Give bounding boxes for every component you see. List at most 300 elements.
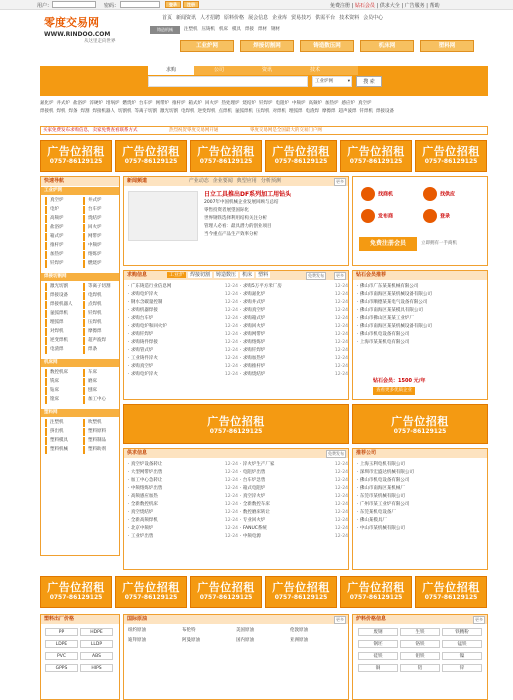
vip-company[interactable]	[357, 291, 487, 299]
news-item[interactable]: 管理人必看：最具潜力的创业项目	[204, 224, 272, 229]
nav-link[interactable]: 新闻资讯	[176, 15, 197, 21]
help-link[interactable]: 帮助	[429, 3, 440, 9]
purchase-row[interactable]	[240, 299, 348, 307]
purchase-row[interactable]	[128, 283, 238, 291]
sidebar-item[interactable]: 电焊机	[83, 292, 119, 300]
metal-item[interactable]: 钼铁	[400, 652, 440, 660]
sidebar-item[interactable]: 氩弧焊机	[45, 310, 81, 318]
purchase-tab[interactable]: 铸造数压	[216, 272, 237, 278]
bullet-icon: ·	[240, 292, 243, 297]
sidebar-item[interactable]: 钻床	[45, 387, 81, 395]
purchase-tab[interactable]: 塑料	[258, 272, 269, 278]
news-item[interactable]: 世界钢铁选择利用结构关注分析	[204, 216, 267, 221]
news-tab[interactable]: 分析预测	[260, 178, 281, 184]
nav-link[interactable]: 展会信息	[248, 15, 269, 21]
sidebar-item[interactable]: 磨床	[83, 378, 119, 386]
keyword-link[interactable]: 真空炉	[358, 101, 372, 106]
keyword-link[interactable]: 电渣焊	[305, 109, 319, 114]
login-button[interactable]: 登录	[165, 1, 181, 8]
oil-item[interactable]: 国内原油	[236, 638, 254, 643]
supply-row[interactable]	[240, 517, 348, 525]
purchase-row[interactable]	[240, 347, 348, 355]
keyword-link[interactable]: 点焊机	[218, 109, 232, 114]
recommend-company[interactable]	[357, 501, 487, 509]
keyword-link[interactable]: 钎焊炉	[259, 101, 273, 106]
sidebar-item[interactable]: 真空炉	[45, 197, 81, 205]
ad-banner[interactable]	[115, 576, 187, 608]
keyword-link[interactable]: 燃烧炉	[122, 101, 136, 106]
sidebar-item[interactable]: 焊接设备	[45, 292, 81, 300]
news-item[interactable]: 零售投资者展望国际化	[204, 208, 249, 213]
diamond-member-link[interactable]: 钻石会员	[354, 3, 375, 9]
sidebar-item[interactable]: 焊条	[83, 346, 119, 354]
supply-row-date: 12-24	[334, 470, 348, 475]
keyword-link[interactable]: 焊机	[56, 109, 66, 114]
member-shortcut[interactable]	[423, 187, 479, 205]
supply-row[interactable]	[240, 525, 348, 533]
oil-price-box	[123, 614, 349, 700]
oil-item[interactable]: 伦敦原油	[290, 628, 308, 633]
recommend-company[interactable]	[357, 525, 487, 533]
sidebar-item[interactable]: 压焊机	[83, 319, 119, 327]
purchase-row[interactable]	[128, 331, 238, 339]
subnav-link[interactable]: 钢材	[271, 27, 280, 32]
sidebar-item[interactable]: 塑料机械	[45, 446, 81, 454]
purchase-row[interactable]	[240, 371, 348, 379]
plastic-item[interactable]: PP	[45, 628, 78, 636]
channel-button[interactable]: 机床网	[360, 40, 414, 52]
purchase-row-date: 12-24	[224, 300, 238, 305]
sidebar-item[interactable]: 钎焊炉	[45, 260, 81, 268]
sidebar-item[interactable]: 焊接机器人	[45, 301, 81, 309]
member-shortcut[interactable]	[361, 209, 417, 227]
oil-item[interactable]: 美国原油	[236, 628, 254, 633]
keyword-link[interactable]: 盐浴炉	[73, 101, 87, 106]
keyword-link[interactable]: 等离子切割	[134, 109, 157, 114]
metal-item[interactable]: 锰铁	[442, 640, 482, 648]
ad-banner[interactable]	[40, 576, 112, 608]
supply-row-title: 全新高频焊机	[130, 518, 158, 523]
subnav-tag[interactable]: 铸造机械	[150, 26, 180, 34]
sidebar-item[interactable]: 镗床	[45, 396, 81, 404]
ad-banner-middle[interactable]	[123, 404, 349, 444]
purchase-row[interactable]	[240, 331, 348, 339]
metal-item[interactable]: 铬铁	[400, 640, 440, 648]
recommend-company[interactable]	[357, 485, 487, 493]
purchase-row[interactable]	[128, 355, 238, 363]
free-register-caption: 立即拥有一手商机	[421, 241, 457, 246]
supply-row[interactable]	[128, 501, 238, 509]
search-button[interactable]: 搜 索	[356, 76, 382, 87]
keyword-link[interactable]: 焊条	[68, 109, 78, 114]
purchase-row[interactable]	[128, 363, 238, 371]
supply-row[interactable]	[128, 461, 238, 469]
sidebar-item[interactable]: 车床	[83, 369, 119, 377]
purchase-row[interactable]	[240, 307, 348, 315]
plastic-item[interactable]: ABS	[80, 652, 113, 660]
sidebar-item[interactable]: 熔炼炉	[83, 251, 119, 259]
sidebar-item[interactable]: 逆变焊机	[45, 337, 81, 345]
supply-row[interactable]	[128, 533, 238, 541]
sidebar-item[interactable]: 塑料模具	[45, 437, 81, 445]
channel-button[interactable]: 工业炉网	[180, 40, 234, 52]
nav-link[interactable]: 会员中心	[363, 15, 384, 21]
vip-company[interactable]	[357, 331, 487, 339]
nav-link[interactable]: 供需平台	[315, 15, 336, 21]
supply-row[interactable]	[128, 485, 238, 493]
metal-item[interactable]: 生铁	[400, 628, 440, 636]
metal-item[interactable]: 铁精粉	[442, 628, 482, 636]
keyword-link[interactable]: 电阻炉	[275, 101, 289, 106]
sidebar-item[interactable]: 电渣焊	[45, 346, 81, 354]
ad-banner[interactable]	[265, 576, 337, 608]
keyword-link[interactable]: 氮化炉	[40, 101, 54, 106]
purchase-row-title: 求购熔炼炉	[242, 340, 266, 345]
recommend-company-title: 中山市某机械有限公司	[359, 526, 405, 531]
purchase-row[interactable]	[128, 291, 238, 299]
bullet-icon: ·	[357, 518, 360, 523]
purchase-row[interactable]	[240, 315, 348, 323]
purchase-row[interactable]	[128, 347, 238, 355]
supply-row[interactable]	[128, 493, 238, 501]
ad-banner[interactable]	[190, 576, 262, 608]
supply-row-title: 专业回火炉	[242, 518, 266, 523]
notice-text-2[interactable]: 热烈祝贺零度交易网开通	[168, 128, 219, 133]
sidebar-item[interactable]: 吹塑机	[83, 419, 119, 427]
supply-link[interactable]: 供求大全	[379, 3, 400, 9]
nav-link[interactable]: 人才招聘	[200, 15, 221, 21]
keyword-link[interactable]: 逆变焊机	[197, 109, 216, 114]
purchase-row[interactable]	[240, 339, 348, 347]
sidebar-group-title[interactable]: 机床网	[41, 359, 119, 367]
register-button[interactable]: 注册	[183, 1, 199, 8]
ad-banner[interactable]	[115, 140, 187, 172]
plastic-item[interactable]: HDPE	[80, 628, 113, 636]
keyword-line	[40, 108, 488, 116]
supply-row[interactable]	[240, 509, 348, 517]
notice-text-1[interactable]: 买家免费发布求购信息，卖家免费查看联系方式	[43, 128, 138, 133]
purchase-row-title: 求购钎焊炉	[130, 332, 154, 337]
purchase-row-title: 求购井式炉	[242, 300, 266, 305]
sidebar-item[interactable]: 数控机床	[45, 369, 81, 377]
ad-banner[interactable]	[265, 140, 337, 172]
oil-item[interactable]: 阿曼原油	[182, 638, 200, 643]
oil-item[interactable]: 亚洲原油	[290, 638, 308, 643]
supply-row[interactable]	[240, 469, 348, 477]
keyword-link[interactable]: 井式炉	[56, 101, 70, 106]
vip-company[interactable]	[357, 307, 487, 315]
plastic-item[interactable]: LLDP	[80, 640, 113, 648]
purchase-row-date: 12-24	[224, 372, 238, 377]
oil-item[interactable]: 布伦特	[182, 628, 196, 633]
vip-more-button[interactable]: 查看更多优质企业	[373, 387, 415, 395]
purchase-tab[interactable]: 工业炉	[169, 272, 185, 278]
member-shortcut[interactable]	[423, 209, 479, 227]
metal-more-button[interactable]: 更多	[475, 617, 483, 622]
search-tab[interactable]: 技术	[309, 67, 320, 73]
sidebar-item[interactable]: 箱式炉	[45, 233, 81, 241]
supply-row[interactable]	[128, 469, 238, 477]
subnav-link[interactable]: 模具	[232, 27, 241, 32]
bullet-icon: ·	[128, 526, 131, 531]
sidebar-item[interactable]: 推杆炉	[45, 242, 81, 250]
metal-item[interactable]: 钢坯	[358, 640, 398, 648]
keyword-link[interactable]: 激光切割	[160, 109, 178, 114]
sidebar-item[interactable]: 挤出机	[45, 428, 81, 436]
oil-item[interactable]: 迪拜原油	[128, 638, 146, 643]
channel-button[interactable]: 铸造数压网	[300, 40, 354, 52]
metal-item[interactable]: 镍	[442, 652, 482, 660]
supply-row[interactable]	[240, 533, 348, 541]
search-input[interactable]	[148, 76, 308, 87]
keyword-link[interactable]: 电焊机	[181, 109, 195, 114]
subnav-link[interactable]: 压铸机	[201, 27, 215, 32]
sidebar-item[interactable]: 电炉	[45, 206, 81, 214]
plastic-item[interactable]: LDPE	[45, 640, 78, 648]
keyword-link[interactable]: 推杆炉	[172, 101, 186, 106]
keyword-link[interactable]: 烧结炉	[242, 101, 256, 106]
ad-banner[interactable]	[340, 140, 412, 172]
purchase-tab[interactable]: 机床	[242, 272, 253, 278]
keyword-link[interactable]: 压焊机	[256, 109, 270, 114]
purchase-row[interactable]	[128, 315, 238, 323]
sidebar-item[interactable]: 井式炉	[83, 197, 119, 205]
notice-text-3[interactable]: 零度交易网是全国最大的交易门户网	[249, 128, 322, 133]
keyword-link[interactable]: 网带炉	[155, 101, 169, 106]
keyword-link[interactable]: 氩弧焊机	[235, 109, 253, 114]
purchase-row-title: 求购电炉和回火炉	[130, 324, 167, 329]
metal-item[interactable]: 锌	[442, 664, 482, 672]
news-more-button[interactable]: 更多	[336, 179, 344, 184]
keyword-link[interactable]: 对焊机	[272, 109, 286, 114]
vip-company[interactable]	[357, 339, 487, 347]
purchase-row[interactable]	[128, 307, 238, 315]
purchase-row[interactable]	[128, 339, 238, 347]
subnav-link[interactable]: 机床	[219, 27, 228, 32]
keyword-link[interactable]: 淬硬炉	[89, 101, 103, 106]
recommend-company[interactable]	[357, 477, 487, 485]
sidebar-item[interactable]: 台车炉	[83, 206, 119, 214]
vip-company[interactable]	[357, 283, 487, 291]
metal-item[interactable]: 废钢	[358, 628, 398, 636]
purchase-tab[interactable]: 焊接切割	[190, 272, 211, 278]
purchase-row[interactable]	[240, 323, 348, 331]
metal-item[interactable]: 硅铁	[358, 652, 398, 660]
ad-banner[interactable]	[190, 140, 262, 172]
sidebar-item[interactable]: 铣床	[45, 378, 81, 386]
sidebar-item[interactable]: 烧结炉	[83, 215, 119, 223]
ad-banner[interactable]	[415, 576, 487, 608]
nav-link[interactable]: 贸易技巧	[291, 15, 312, 21]
bullet-icon: ·	[128, 494, 131, 499]
nav-link[interactable]: 企业库	[272, 15, 288, 21]
recommend-company[interactable]	[357, 469, 487, 477]
subnav-link[interactable]: 焊材	[258, 27, 267, 32]
keyword-link[interactable]: 高频炉	[308, 101, 322, 106]
bullet-icon: ·	[240, 308, 243, 313]
member-shortcut[interactable]	[361, 187, 417, 205]
plastic-item[interactable]: HIPS	[80, 664, 113, 672]
search-tab[interactable]: 求购	[148, 66, 194, 75]
purchase-row[interactable]	[240, 283, 348, 291]
nav-link[interactable]: 首页	[162, 15, 173, 21]
ad-service-link[interactable]: 广告服务	[404, 3, 425, 9]
plastic-item[interactable]: PVC	[45, 652, 78, 660]
ad-banner[interactable]	[40, 140, 112, 172]
recommend-company[interactable]	[357, 517, 487, 525]
keyword-link[interactable]: 回火炉	[205, 101, 219, 106]
keyword-link[interactable]: 加热炉	[325, 101, 339, 106]
supply-row[interactable]	[240, 477, 348, 485]
sidebar-group-title[interactable]: 焊接切割网	[41, 273, 119, 281]
news-item[interactable]: 当今重点产品生产效率分析	[204, 232, 258, 237]
sidebar-group-title[interactable]: 工业炉网	[41, 187, 119, 195]
sidebar-item[interactable]: 钎焊机	[83, 310, 119, 318]
search-tab[interactable]: 资讯	[261, 67, 272, 73]
bullet-icon: ·	[240, 364, 243, 369]
supply-row[interactable]	[128, 509, 238, 517]
news-headline[interactable]: 日立工具推出DF系列加工用钻头	[204, 191, 292, 198]
sidebar-item[interactable]: 网带炉	[83, 233, 119, 241]
keyword-link[interactable]: 中频炉	[292, 101, 306, 106]
keyword-link[interactable]: 坩埚炉	[106, 101, 120, 106]
sidebar-item[interactable]: 回火炉	[83, 224, 119, 232]
metal-item[interactable]: 铜	[358, 664, 398, 672]
purchase-row-title: 求购钎焊炉	[242, 348, 266, 353]
keyword-link[interactable]: 钎焊机	[359, 109, 373, 114]
free-register-banner[interactable]: 免费注册会员	[359, 237, 417, 251]
search-area	[40, 66, 488, 96]
sidebar-group-title[interactable]: 塑料网	[41, 409, 119, 417]
supply-row[interactable]	[128, 525, 238, 533]
purchase-row-title: 求购真空炉	[130, 364, 154, 369]
channel-button[interactable]: 焊接切割网	[240, 40, 294, 52]
purchase-row[interactable]	[128, 299, 238, 307]
purchase-row[interactable]	[240, 291, 348, 299]
sidebar-item[interactable]: 加工中心	[83, 396, 119, 404]
supply-row[interactable]	[240, 485, 348, 493]
sidebar-item[interactable]: 激光切割	[45, 283, 81, 291]
circle-icon	[423, 209, 437, 223]
keyword-link[interactable]: 摩擦焊	[322, 109, 336, 114]
ad-banner[interactable]	[340, 576, 412, 608]
recommend-company[interactable]	[357, 461, 487, 469]
purchase-row[interactable]	[240, 355, 348, 363]
logo[interactable]	[44, 14, 144, 56]
supply-row-title: 真空烧结炉	[130, 510, 154, 515]
supply-row[interactable]	[128, 477, 238, 485]
sidebar-item[interactable]: 超声波焊	[83, 337, 119, 345]
supply-row[interactable]	[240, 501, 348, 509]
metal-item[interactable]: 铝	[400, 664, 440, 672]
sidebar-item[interactable]: 塑料制品	[83, 437, 119, 445]
vip-company[interactable]	[357, 315, 487, 323]
purchase-row[interactable]	[240, 363, 348, 371]
keyword-link[interactable]: 箱式炉	[188, 101, 202, 106]
keyword-link[interactable]: 台车炉	[139, 101, 153, 106]
plastic-item[interactable]: GPPS	[45, 664, 78, 672]
sidebar-item[interactable]: 刨床	[83, 387, 119, 395]
keyword-link[interactable]: 超声波焊	[338, 109, 357, 114]
vip-company[interactable]	[357, 323, 487, 331]
recommend-company-title: 深圳市宏盛达机械有限公司	[359, 470, 414, 475]
keyword-link[interactable]: 切割机	[118, 109, 132, 114]
supply-row-date: 12-24	[334, 502, 348, 507]
keyword-link[interactable]: 感应炉	[341, 101, 355, 106]
sidebar-item[interactable]: 中频炉	[83, 242, 119, 250]
news-tab[interactable]: 产业动态	[188, 178, 209, 184]
purchase-row[interactable]	[128, 323, 238, 331]
recommend-company[interactable]	[357, 493, 487, 501]
username-input[interactable]	[52, 1, 96, 8]
sidebar-item[interactable]: 塑料原料	[83, 428, 119, 436]
purchase-free-button[interactable]: 免费发布	[308, 273, 324, 278]
sidebar-item[interactable]: 对焊机	[45, 328, 81, 336]
news-tab[interactable]: 典型应用	[236, 178, 257, 184]
keyword-link[interactable]: 焊割	[80, 109, 90, 114]
sidebar-item[interactable]: 塑料助剂	[83, 446, 119, 454]
vip-company[interactable]	[357, 299, 487, 307]
purchase-more-button[interactable]: 更多	[336, 273, 344, 278]
keyword-link[interactable]: 埋弧焊	[289, 109, 303, 114]
subnav-link[interactable]: 焊接	[245, 27, 254, 32]
sidebar-item[interactable]: 点焊机	[83, 301, 119, 309]
supply-row[interactable]	[128, 517, 238, 525]
password-input[interactable]	[120, 1, 160, 8]
ad-banner[interactable]	[415, 140, 487, 172]
supply-row[interactable]	[240, 493, 348, 501]
subnav-link[interactable]: 注塑机	[184, 27, 198, 32]
sidebar-item[interactable]: 高频炉	[45, 215, 81, 223]
news-item[interactable]: 2007年中国机械企业发展回顾与总结	[204, 200, 279, 205]
sidebar-item[interactable]: 注塑机	[45, 419, 81, 427]
oil-more-button[interactable]: 更多	[336, 617, 344, 622]
keyword-link[interactable]: 焊接设备	[376, 109, 394, 114]
search-select[interactable]: 工业炉网 ▾	[312, 76, 352, 87]
supply-row-date: 12-24	[224, 494, 238, 499]
recommend-company-title: 东莞市某机械有限公司	[359, 494, 405, 499]
search-tab[interactable]: 公司	[213, 67, 224, 73]
keyword-link[interactable]: 焊接机器人	[92, 109, 115, 114]
recommend-company[interactable]	[357, 509, 487, 517]
recommend-company-title: 广州市某工业炉有限公司	[359, 502, 410, 507]
ad-banner-right[interactable]	[352, 404, 488, 444]
sidebar-item[interactable]: 摩擦焊	[83, 328, 119, 336]
oil-item[interactable]: 纽约原油	[128, 628, 146, 633]
sidebar-item[interactable]: 盐浴炉	[45, 224, 81, 232]
supply-free-button[interactable]: 免费发布	[328, 451, 344, 456]
purchase-row-title: 求购机器焊接	[130, 308, 158, 313]
sidebar-item[interactable]: 等离子切割	[83, 283, 119, 291]
purchase-row[interactable]	[128, 371, 238, 379]
bullet-icon: ·	[240, 300, 243, 305]
keyword-link[interactable]: 焊接机	[40, 109, 54, 114]
supply-row[interactable]	[240, 461, 348, 469]
sidebar-item[interactable]: 燃烧炉	[83, 260, 119, 268]
purchase-row-title: 求购真空炉	[242, 308, 266, 313]
ad-text: 广告位招租	[197, 145, 255, 158]
keyword-link[interactable]: 热处理炉	[221, 101, 240, 106]
channel-button[interactable]: 塑料网	[420, 40, 474, 52]
sidebar-item[interactable]: 埋弧焊	[45, 319, 81, 327]
supply-row-title: 工业炉出售	[130, 534, 154, 539]
ad-phone: 0757-86129125	[49, 594, 103, 601]
free-register-link[interactable]: 免费注册	[330, 3, 351, 9]
nav-link[interactable]: 原料价格	[224, 15, 245, 21]
news-tab[interactable]: 企业要闻	[212, 178, 233, 184]
nav-link[interactable]: 技术资料	[339, 15, 360, 21]
sidebar-item[interactable]: 加热炉	[45, 251, 81, 259]
